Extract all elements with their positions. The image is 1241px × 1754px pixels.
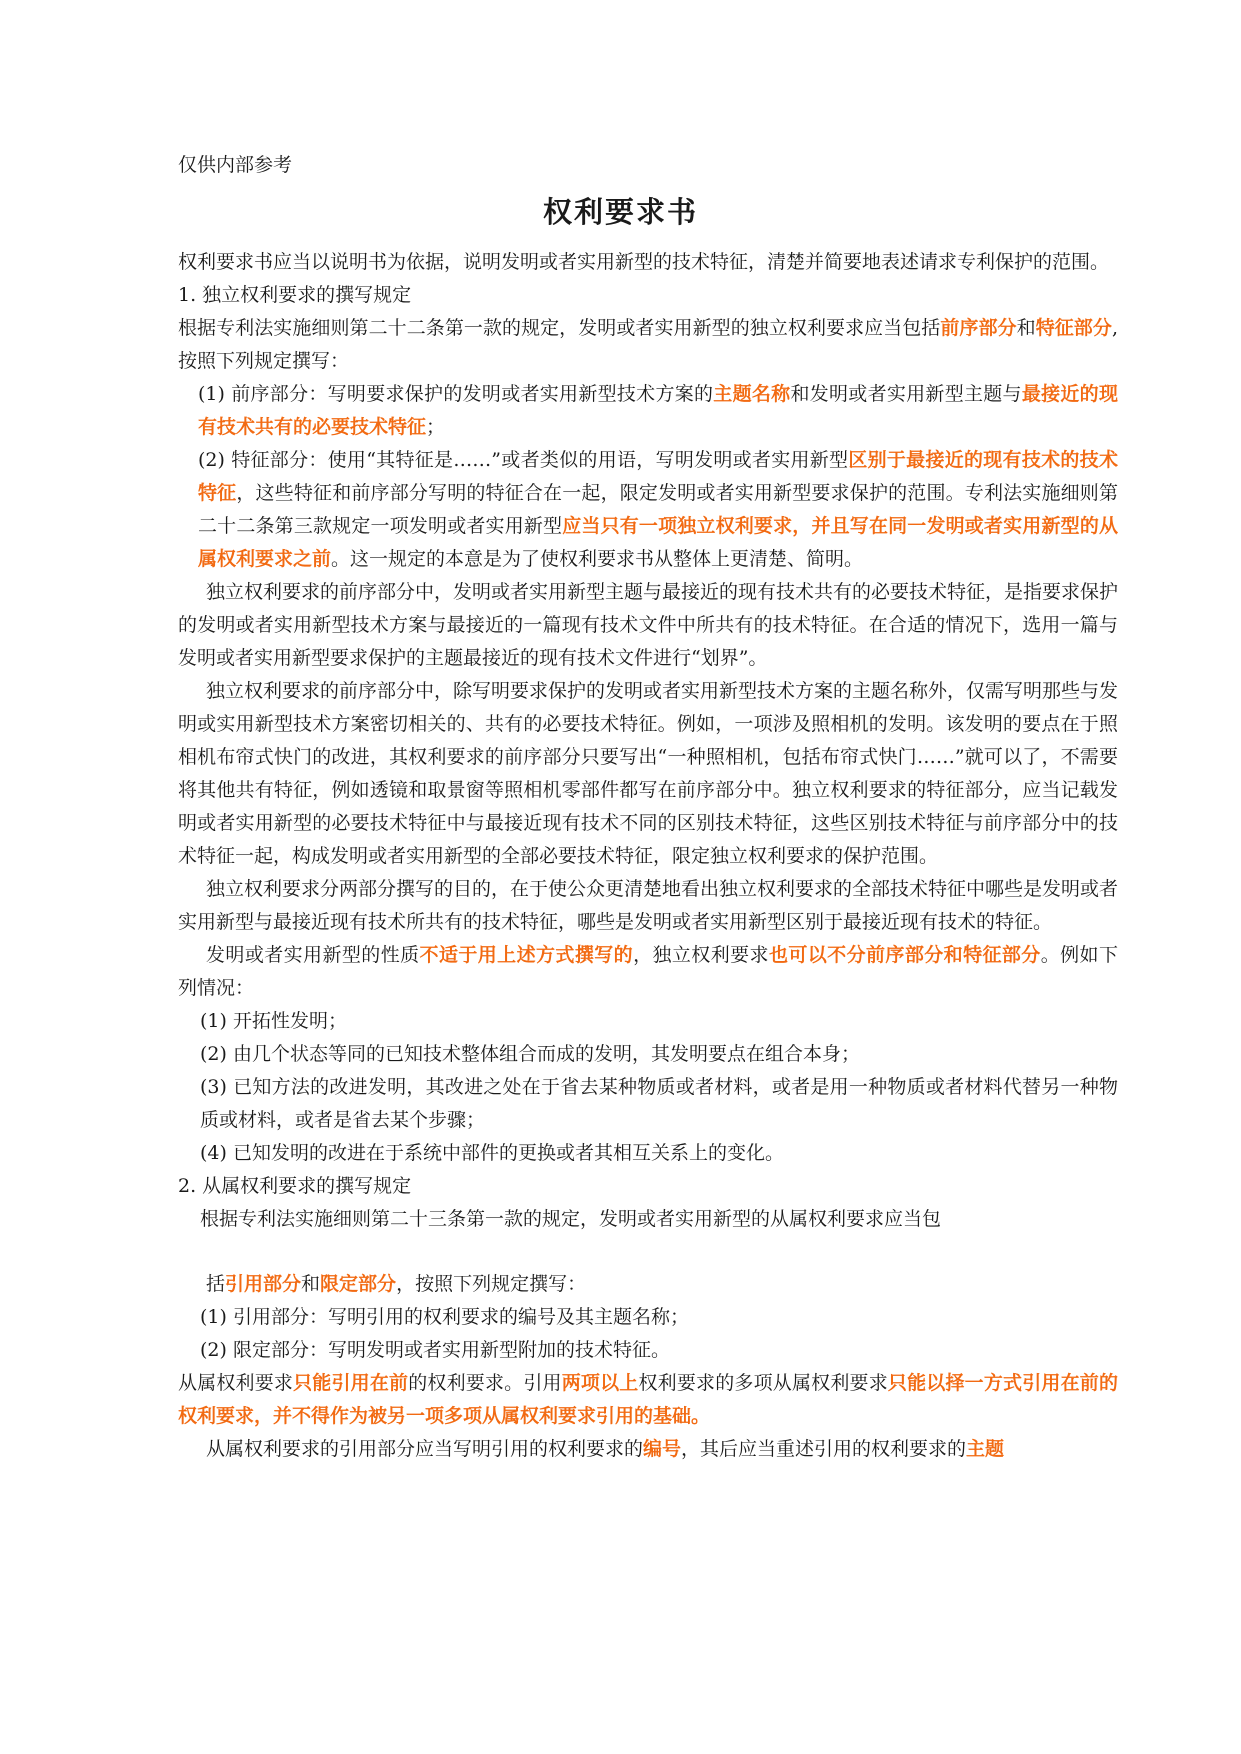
text-run: 独立权利要求的前序部分中，发明或者实用新型主题与最接近的现有技术共有的必要技术特征，是指要求保护的发明或者实用新型技术方案与最接近的一篇现有技术文件中所共有的技术特征。在合适的情况下，选用一篇与发明或者实用新型要求保护的主题最接近的现有技术文件进行“划界”。 <box>178 581 1119 669</box>
paragraph-camera-example <box>178 675 1118 873</box>
paragraph-two-part-purpose <box>178 873 1118 939</box>
text-run: 独立权利要求的前序部分中，除写明要求保护的发明或者实用新型技术方案的主题名称外，仅需写明那些与发明或实用新型技术方案密切相关的、共有的必要技术特征。例如，一项涉及照相机的发明。该发明的要点在于照相机布帘式快门的改进，其权利要求的前序部分只要写出“一种照相机，包括布帘式快门……”就可以了，不需要将其他共有特征，例如透镜和取景窗等照相机零部件都写在前序部分中。独立权利要求的特征部分，应当记载发明或者实用新型的必要技术特征中与最接近现有技术不同的区别技术特征，这些区别技术特征与前序部分中的技术特征一起，构成发明或者实用新型的全部必要技术特征，限定独立权利要求的保护范围。 <box>178 680 1119 867</box>
highlighted-text: 两项以上 <box>561 1372 639 1394</box>
text-run: ，这些特征和前序部分写明的特征合在一起，限定发明或者实用新型要求保护的范围。专利法实施细则第二十二条第三款规定一项发明或者实用新型 <box>198 482 1118 537</box>
paragraph-intro <box>178 246 1118 279</box>
list-item-reference-part <box>178 1301 1118 1334</box>
highlighted-text: 限定部分 <box>320 1273 397 1295</box>
paragraph-dependent-rule-continued <box>178 1268 1118 1301</box>
text-run: ，独立权利要求 <box>633 944 769 966</box>
section-heading-dependent-claims <box>178 1170 1118 1203</box>
highlighted-text: 特征部分 <box>1035 317 1112 339</box>
highlighted-text: 编号 <box>643 1438 682 1460</box>
list-item-limiting-part <box>178 1334 1118 1367</box>
text-run: ，按照下列规定撰写： <box>396 1273 587 1295</box>
text-run: 括 <box>206 1273 226 1295</box>
text-run: 独立权利要求分两部分撰写的目的，在于使公众更清楚地看出独立权利要求的全部技术特征中哪些是发明或者实用新型与最接近现有技术所共有的技术特征，哪些是发明或者实用新型区别于最接近现有技术的特征。 <box>178 878 1119 933</box>
text-run: 1. 独立权利要求的撰写规定 <box>178 284 412 306</box>
highlighted-text: 引用部分 <box>225 1273 302 1295</box>
highlighted-text: 不适于用上述方式撰写的 <box>419 944 634 966</box>
text-run: (1) 前序部分：写明要求保护的发明或者实用新型技术方案的 <box>198 383 714 405</box>
highlighted-text: 最接近的现有技术共有的必要技术特征 <box>198 383 1118 438</box>
text-run: (3) 已知方法的改进发明，其改进之处在于省去某种物质或者材料，或者是用一种物质或者材料代替另一种物质或材料，或者是省去某个步骤； <box>200 1076 1118 1131</box>
internal-reference-note: 仅供内部参考 <box>178 154 293 176</box>
paragraph-reference-numbering <box>178 1433 1118 1466</box>
text-run: 发明或者实用新型的性质 <box>206 944 420 966</box>
text-run: 根据专利法实施细则第二十三条第一款的规定，发明或者实用新型的从属权利要求应当包 <box>200 1208 942 1230</box>
paragraph-exceptions <box>178 939 1118 1005</box>
paragraph-dependent-rule <box>178 1203 1118 1236</box>
highlighted-text: 主题 <box>966 1438 1005 1460</box>
text-run: 和 <box>1016 317 1036 339</box>
text-run: 权利要求的多项从属权利要求 <box>638 1372 888 1394</box>
text-run: ,按照下列规定撰写： <box>178 317 1118 372</box>
document-body <box>178 246 1118 1466</box>
text-run: (4) 已知发明的改进在于系统中部件的更换或者其相互关系上的变化。 <box>200 1142 784 1164</box>
text-run: (1) 开拓性发明； <box>200 1010 347 1032</box>
paragraph-independent-rule <box>178 312 1118 378</box>
text-run: 从属权利要求 <box>178 1372 294 1394</box>
highlighted-text: 应当只有一项独立权利要求，并且写在同一发明或者实用新型的从属权利要求之前 <box>198 515 1118 570</box>
highlighted-text: 区别于最接近的现有技术的技术特征 <box>198 449 1118 504</box>
text-run: ，其后应当重述引用的权利要求的 <box>681 1438 967 1460</box>
highlighted-text: 只能引用在前 <box>293 1372 409 1394</box>
section-heading-independent-claims <box>178 279 1118 312</box>
text-run: 和 <box>301 1273 321 1295</box>
list-item-characterizing <box>178 444 1118 576</box>
list-item-exception-3 <box>178 1071 1118 1137</box>
text-run: 的权利要求。引用 <box>408 1372 562 1394</box>
list-item-exception-2 <box>178 1038 1118 1071</box>
text-run: (2) 由几个状态等同的已知技术整体组合而成的发明，其发明要点在组合本身； <box>200 1043 860 1065</box>
text-run: (2) 特征部分：使用“其特征是……”或者类似的用语，写明发明或者实用新型 <box>198 449 849 471</box>
text-run: ； <box>426 416 446 438</box>
text-run: 2. 从属权利要求的撰写规定 <box>178 1175 412 1197</box>
spacer <box>178 1236 1118 1268</box>
page-title: 权利要求书 <box>542 195 698 229</box>
text-run: (2) 限定部分：写明发明或者实用新型附加的技术特征。 <box>200 1339 670 1361</box>
paragraph-preamble-explanation <box>178 576 1118 675</box>
text-run: 。例如下列情况： <box>178 944 1118 999</box>
highlighted-text: 前序部分 <box>940 317 1017 339</box>
list-item-exception-4 <box>178 1137 1118 1170</box>
text-run: 根据专利法实施细则第二十二条第一款的规定，发明或者实用新型的独立权利要求应当包括 <box>178 317 941 339</box>
list-item-preamble <box>178 378 1118 444</box>
text-run: 权利要求书应当以说明书为依据，说明发明或者实用新型的技术特征，清楚并简要地表述请求专利保护的范围。 <box>178 251 1110 273</box>
text-run: (1) 引用部分：写明引用的权利要求的编号及其主题名称； <box>200 1306 689 1328</box>
paragraph-multiple-dependency <box>178 1367 1118 1433</box>
text-run: 。这一规定的本意是为了使权利要求书从整体上更清楚、简明。 <box>331 548 864 570</box>
highlighted-text: 主题名称 <box>713 383 791 405</box>
text-run: 和发明或者实用新型主题与 <box>790 383 1022 405</box>
highlighted-text: 只能以择一方式引用在前的权利要求，并不得作为被另一项多项从属权利要求引用的基础。 <box>178 1372 1118 1427</box>
text-run: 从属权利要求的引用部分应当写明引用的权利要求的 <box>206 1438 644 1460</box>
list-item-exception-1 <box>178 1005 1118 1038</box>
highlighted-text: 也可以不分前序部分和特征部分 <box>768 944 1041 966</box>
